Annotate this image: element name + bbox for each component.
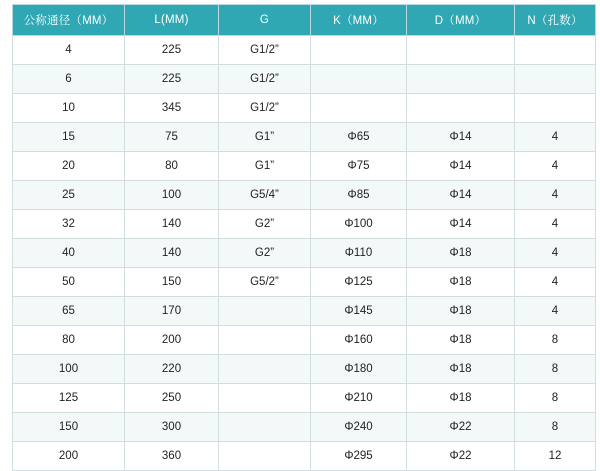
table-header: [13, 5, 596, 36]
cell-hole-count: [515, 94, 596, 123]
cell-nominal-diameter: 20: [13, 152, 125, 181]
cell-hole-count: 8: [515, 326, 596, 355]
cell-k: Φ110: [311, 239, 407, 268]
column-header-d: D（MM）: [407, 5, 515, 36]
cell-k: Φ160: [311, 326, 407, 355]
cell-k: [311, 94, 407, 123]
cell-length: 75: [125, 123, 219, 152]
cell-hole-count: [515, 36, 596, 65]
cell-length: 225: [125, 65, 219, 94]
specification-table: [12, 4, 596, 471]
cell-d: Φ18: [407, 239, 515, 268]
table-row: [13, 326, 596, 355]
cell-length: 345: [125, 94, 219, 123]
cell-thread: G1”: [219, 152, 311, 181]
cell-hole-count: 4: [515, 239, 596, 268]
cell-nominal-diameter: 65: [13, 297, 125, 326]
cell-k: Φ145: [311, 297, 407, 326]
cell-d: [407, 36, 515, 65]
cell-length: 140: [125, 210, 219, 239]
cell-k: Φ85: [311, 181, 407, 210]
cell-hole-count: 8: [515, 384, 596, 413]
cell-d: Φ14: [407, 181, 515, 210]
cell-length: 200: [125, 326, 219, 355]
cell-nominal-diameter: 150: [13, 413, 125, 442]
cell-d: [407, 65, 515, 94]
cell-nominal-diameter: 40: [13, 239, 125, 268]
cell-thread: G2”: [219, 210, 311, 239]
cell-k: Φ295: [311, 442, 407, 471]
column-header-hole-count: N（孔数）: [515, 5, 596, 36]
cell-length: 300: [125, 413, 219, 442]
cell-nominal-diameter: 80: [13, 326, 125, 355]
table-row: [13, 384, 596, 413]
cell-hole-count: 4: [515, 181, 596, 210]
table-row: [13, 181, 596, 210]
cell-d: Φ14: [407, 123, 515, 152]
cell-nominal-diameter: 50: [13, 268, 125, 297]
cell-length: 100: [125, 181, 219, 210]
table-row: [13, 297, 596, 326]
column-header-nominal-diameter: 公称通径（MM）: [13, 5, 125, 36]
cell-k: [311, 65, 407, 94]
cell-d: Φ22: [407, 442, 515, 471]
cell-nominal-diameter: 25: [13, 181, 125, 210]
cell-nominal-diameter: 10: [13, 94, 125, 123]
cell-d: Φ18: [407, 355, 515, 384]
cell-k: Φ100: [311, 210, 407, 239]
cell-nominal-diameter: 4: [13, 36, 125, 65]
table-header-row: [13, 5, 596, 36]
cell-k: Φ180: [311, 355, 407, 384]
column-header-k: K（MM）: [311, 5, 407, 36]
cell-nominal-diameter: 6: [13, 65, 125, 94]
cell-thread: G1/2”: [219, 65, 311, 94]
cell-thread: [219, 442, 311, 471]
cell-hole-count: 8: [515, 413, 596, 442]
cell-length: 80: [125, 152, 219, 181]
table-row: [13, 355, 596, 384]
table-row: [13, 413, 596, 442]
cell-k: Φ125: [311, 268, 407, 297]
cell-d: Φ14: [407, 210, 515, 239]
table-row: [13, 65, 596, 94]
cell-nominal-diameter: 100: [13, 355, 125, 384]
cell-length: 140: [125, 239, 219, 268]
cell-hole-count: 4: [515, 123, 596, 152]
cell-length: 150: [125, 268, 219, 297]
cell-d: Φ18: [407, 384, 515, 413]
table-body: [13, 36, 596, 471]
cell-length: 220: [125, 355, 219, 384]
table-row: [13, 152, 596, 181]
cell-k: [311, 36, 407, 65]
cell-length: 360: [125, 442, 219, 471]
cell-hole-count: 4: [515, 210, 596, 239]
cell-k: Φ210: [311, 384, 407, 413]
cell-thread: [219, 297, 311, 326]
table-row: [13, 123, 596, 152]
cell-length: 225: [125, 36, 219, 65]
cell-nominal-diameter: 15: [13, 123, 125, 152]
cell-hole-count: [515, 65, 596, 94]
cell-length: 170: [125, 297, 219, 326]
cell-d: Φ18: [407, 326, 515, 355]
cell-hole-count: 4: [515, 152, 596, 181]
cell-d: Φ18: [407, 268, 515, 297]
table-row: [13, 36, 596, 65]
cell-thread: G1/2”: [219, 94, 311, 123]
cell-k: Φ75: [311, 152, 407, 181]
cell-nominal-diameter: 125: [13, 384, 125, 413]
cell-d: Φ14: [407, 152, 515, 181]
cell-hole-count: 8: [515, 355, 596, 384]
cell-hole-count: 4: [515, 268, 596, 297]
table-row: [13, 268, 596, 297]
column-header-length: L(MM): [125, 5, 219, 36]
cell-thread: [219, 384, 311, 413]
table-row: [13, 210, 596, 239]
cell-d: Φ22: [407, 413, 515, 442]
cell-d: [407, 94, 515, 123]
cell-d: Φ18: [407, 297, 515, 326]
cell-thread: [219, 326, 311, 355]
cell-thread: G2”: [219, 239, 311, 268]
cell-thread: G5/2”: [219, 268, 311, 297]
cell-nominal-diameter: 200: [13, 442, 125, 471]
cell-thread: G5/4”: [219, 181, 311, 210]
cell-hole-count: 12: [515, 442, 596, 471]
column-header-thread: G: [219, 5, 311, 36]
cell-k: Φ240: [311, 413, 407, 442]
cell-thread: [219, 413, 311, 442]
table-row: [13, 239, 596, 268]
cell-hole-count: 4: [515, 297, 596, 326]
cell-length: 250: [125, 384, 219, 413]
table-row: [13, 442, 596, 471]
cell-k: Φ65: [311, 123, 407, 152]
cell-thread: G1/2”: [219, 36, 311, 65]
cell-nominal-diameter: 32: [13, 210, 125, 239]
table-row: [13, 94, 596, 123]
cell-thread: [219, 355, 311, 384]
cell-thread: G1”: [219, 123, 311, 152]
